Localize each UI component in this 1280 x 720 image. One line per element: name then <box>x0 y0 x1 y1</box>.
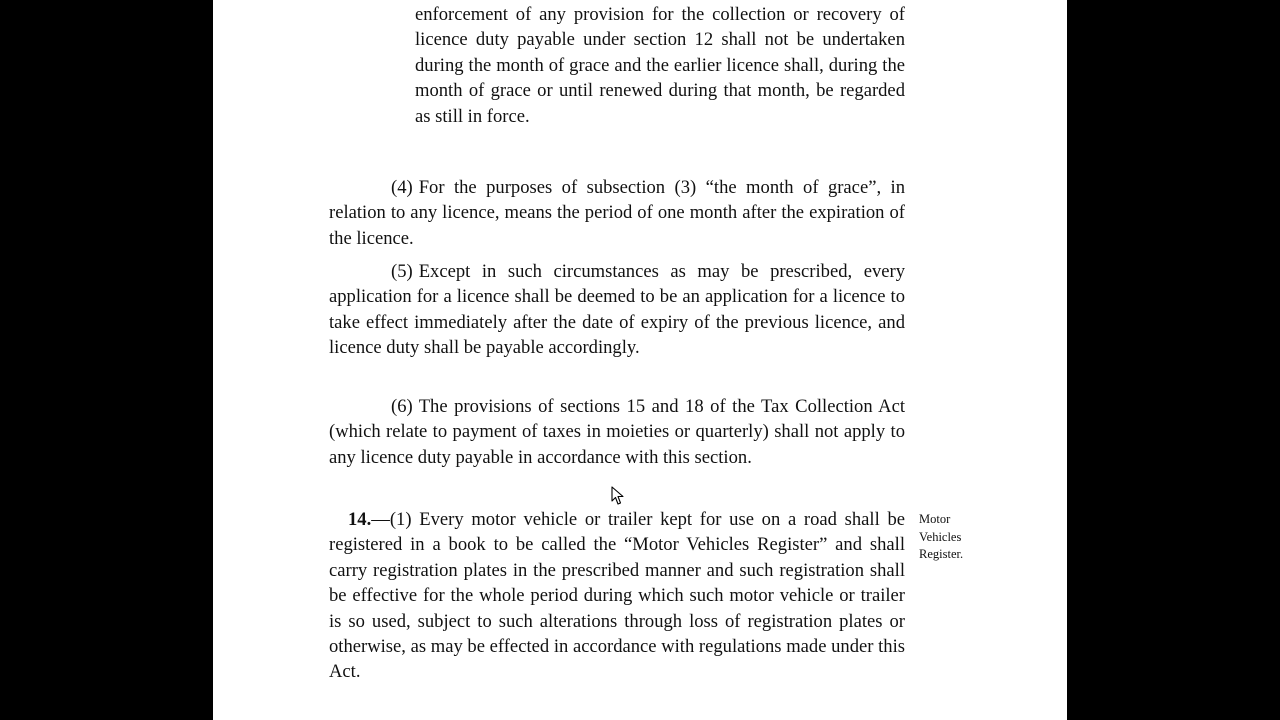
section-text: Every motor vehicle or trailer kept for use on a road shall be registered in a book to be called the “Motor Vehicles Register” and shall carry registration plates in the prescribed manner and such registration shall be effective for the whole period during which such motor vehicle or trailer is so used, subject to such alterations through loss of registration plates or otherwise, as may be effected in accordance with regulations made under this Act. <box>329 509 905 683</box>
paragraph-continuation <box>415 2 905 129</box>
section-number: 14. <box>348 509 372 530</box>
subsection-text: For the purposes of subsection (3) “the month of grace”, in relation to any licence, means the period of one month after the expiration of the licence. <box>329 177 905 249</box>
paragraph-subsection-5 <box>329 259 905 361</box>
marginal-note: Motor Vehicles Register. <box>919 512 964 561</box>
section-subsection-number: (1) <box>389 509 412 530</box>
paragraph-subsection-6 <box>329 394 905 470</box>
subsection-text: Except in such circumstances as may be prescribed, every application for a licence shall be deemed to be an application for a licence to take effect immediately after the date of expiry of the previous licence, and licence duty shall be payable accordingly. <box>329 261 905 359</box>
document-page <box>213 0 1067 720</box>
subsection-number: (4) <box>391 177 413 198</box>
mouse-pointer-icon <box>611 486 625 506</box>
paragraph-subsection-4 <box>329 175 905 251</box>
subsection-text: The provisions of sections 15 and 18 of the Tax Collection Act (which relate to payment of taxes in moieties or quarterly) shall not apply to any licence duty payable in accordance with this section. <box>329 396 905 468</box>
subsection-number: (6) <box>391 396 413 417</box>
subsection-number: (5) <box>391 261 413 282</box>
section-dash: — <box>371 509 390 530</box>
paragraph-section-14 <box>329 507 905 685</box>
continuation-text: enforcement of any provision for the collection or recovery of licence duty payable under section 12 shall not be undertaken during the month of grace and the earlier licence shall, during the month of grace or until renewed during that month, be regarded as still in force. <box>415 4 905 127</box>
